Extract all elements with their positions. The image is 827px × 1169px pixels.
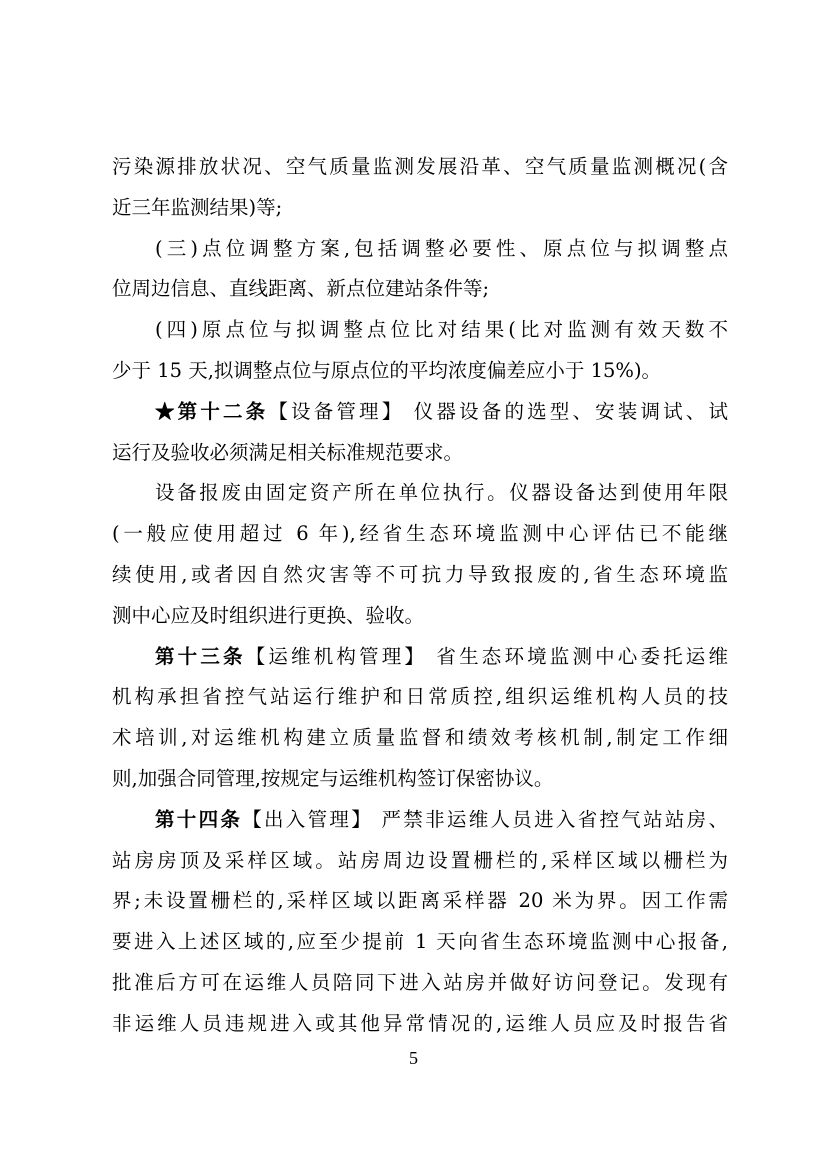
article-13-line <box>112 637 728 678</box>
text-line: 位周边信息、直线距离、新点位建站条件等; <box>112 277 490 301</box>
article-heading: 第十四条 <box>155 807 243 831</box>
text-line: 批准后方可在运维人员陪同下进入站房并做好访问登记。发现有 <box>112 970 728 994</box>
page-number: 5 <box>409 1048 418 1068</box>
text-line: 站房房顶及采样区域。站房周边设置栅栏的,采样区域以栅栏为 <box>112 848 728 872</box>
text-line: 少于 15 天,拟调整点位与原点位的平均浓度偏差应小于 15%)。 <box>112 358 662 382</box>
text-line: 要进入上述区域的,应至少提前 1 天向省生态环境监测中心报备, <box>112 930 728 954</box>
text-line: 术培训,对运维机构建立质量监督和绩效考核机制,制定工作细 <box>112 726 728 750</box>
text-line: 续使用,或者因自然灾害等不可抗力导致报废的,省生态环境监 <box>112 562 728 586</box>
text-line: 运行及验收必须满足相关标准规范要求。 <box>112 440 464 464</box>
text-line: 测中心应及时组织进行更换、验收。 <box>112 603 425 627</box>
text-line: 则,加强合同管理,按规定与运维机构签订保密协议。 <box>112 766 554 790</box>
text-line: 界;未设置栅栏的,采样区域以距离采样器 20 米为界。因工作需 <box>112 889 728 913</box>
article-14-line <box>112 800 728 841</box>
text-line: 近三年监测结果)等; <box>112 195 283 219</box>
article-12-line <box>112 392 728 433</box>
text-line: 设备报废由固定资产所在单位执行。仪器设备达到使用年限 <box>155 481 728 505</box>
article-heading: ★第十二条 <box>155 399 269 423</box>
text-line: 非运维人员违规进入或其他异常情况的,运维人员应及时报告省 <box>112 1011 728 1035</box>
article-text: 【出入管理】 严禁非运维人员进入省控气站站房、 <box>242 807 728 831</box>
article-heading: 第十三条 <box>155 644 246 668</box>
text-line: (三)点位调整方案,包括调整必要性、原点位与拟调整点 <box>155 236 728 260</box>
text-line: (一般应使用超过 6 年),经省生态环境监测中心评估已不能继 <box>112 522 728 546</box>
text-line: (四)原点位与拟调整点位比对结果(比对监测有效天数不 <box>155 318 728 342</box>
article-text: 【设备管理】 仪器设备的选型、安装调试、试 <box>268 399 728 423</box>
text-line: 污染源排放状况、空气质量监测发展沿革、空气质量监测概况(含 <box>112 155 728 178</box>
article-text: 【运维机构管理】 省生态环境监测中心委托运维 <box>245 644 728 668</box>
text-line: 机构承担省控气站运行维护和日常质控,组织运维机构人员的技 <box>112 685 728 709</box>
body-text <box>112 147 728 1045</box>
